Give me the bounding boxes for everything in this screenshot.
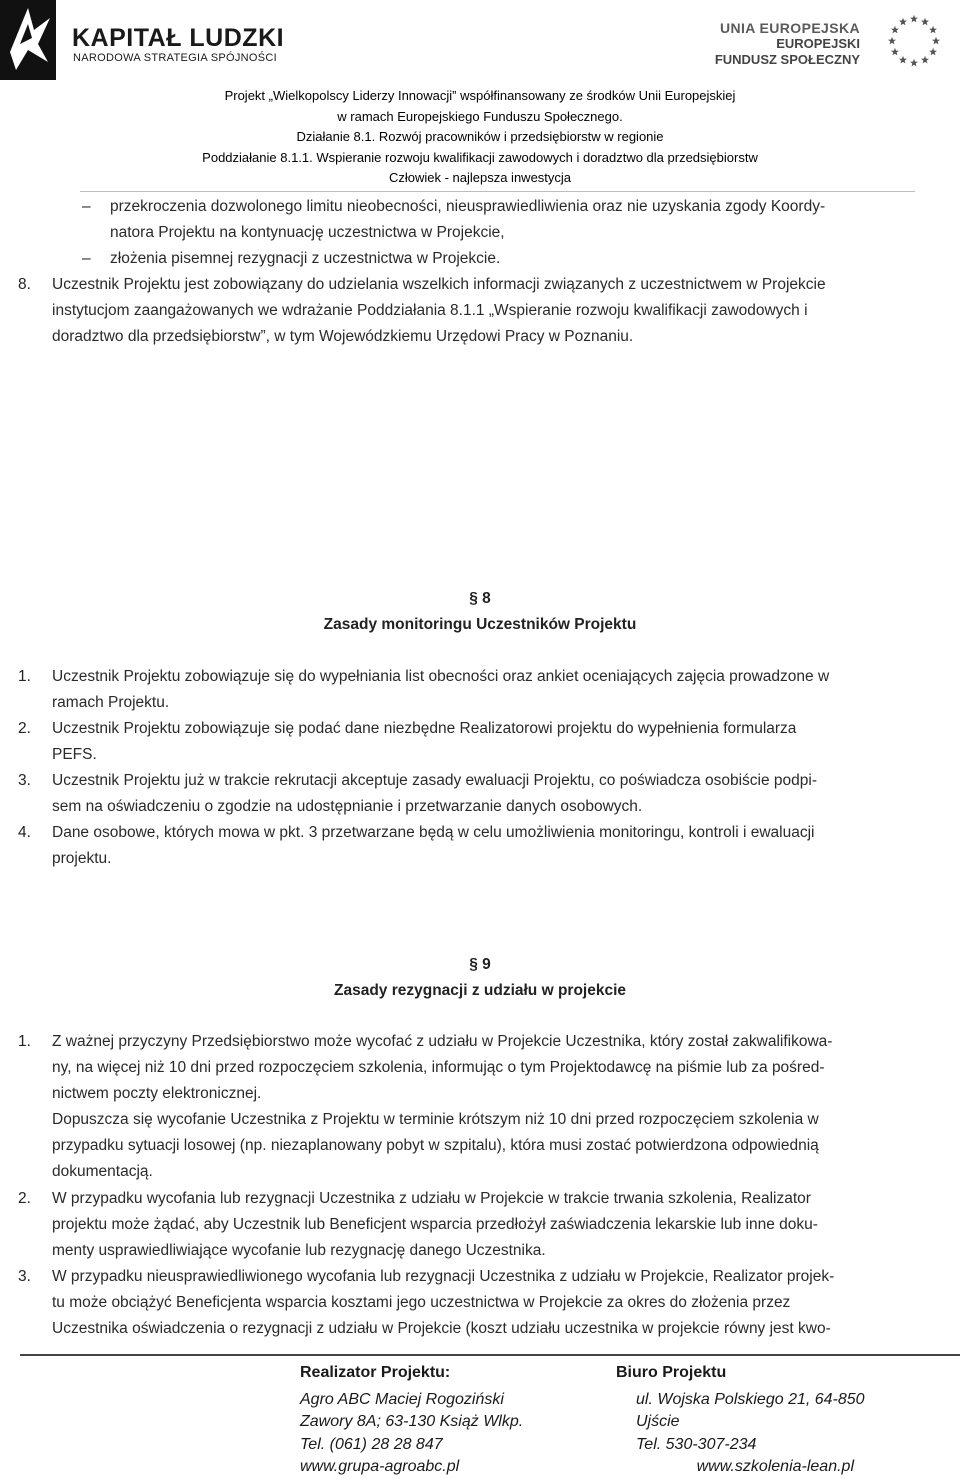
header-line-5: Człowiek - najlepsza inwestycja [388, 170, 572, 185]
footer-biuro-line: Tel. 530-307-234 [636, 1435, 757, 1453]
header-line-2: w ramach Europejskiego Funduszu Społecznego. [337, 108, 623, 124]
kapital-ludzki-logo [0, 0, 320, 80]
eu-star-icon [932, 37, 940, 45]
list-item [52, 820, 912, 872]
footer-realizator [300, 1362, 523, 1479]
item-number: 1. [18, 1033, 31, 1050]
item-number: 1. [18, 668, 31, 685]
eu-logo-line1: UNIA EUROPEJSKA [719, 20, 860, 36]
dash-bullet: – [82, 250, 91, 267]
footer-realizator-heading: Realizator Projektu: [300, 1364, 451, 1381]
kapital-ludzki-subtitle: NARODOWA STRATEGIA SPÓJNOŚCI [73, 52, 277, 64]
list-item-line: W przypadku wycofania lub rezygnacji Uczestnika z udziału w Projekcie w trakcie trwania szkolenia, Realizator [52, 1190, 811, 1207]
header-line-3: Działanie 8.1. Rozwój pracowników i przedsiębiorstw w regionie [296, 129, 664, 144]
footer-divider [20, 1354, 960, 1356]
list-item-line: ramach Projektu. [52, 694, 170, 711]
eu-star-icon [899, 56, 907, 64]
eu-star-icon [910, 59, 918, 67]
eu-logo-line3: FUNDUSZ SPOŁECZNY [714, 52, 860, 67]
item-number: 3. [18, 1268, 31, 1285]
header-line-4: Poddziałanie 8.1.1. Wspieranie rozwoju kwalifikacji zawodowych i doradztwo dla przedsiębiorstw [202, 149, 758, 165]
item-number: 2. [18, 720, 31, 737]
eu-star-icon [929, 26, 937, 34]
list-item [52, 716, 912, 768]
header-divider [80, 191, 915, 192]
list-item-line: sem na oświadczeniu o zgodzie na udostępnianie i przetwarzanie danych osobowych. [52, 798, 643, 815]
list-item-line: natora Projektu na kontynuację uczestnictwa w Projekcie, [110, 224, 505, 241]
footer-biuro-website: www.szkolenia-lean.pl [696, 1458, 854, 1475]
footer-biuro-line: ul. Wojska Polskiego 21, 64-850 Ujście [636, 1390, 865, 1430]
eu-star-icon [910, 15, 918, 23]
eu-star-icon [921, 56, 929, 64]
list-item-line: przypadku sytuacji losowej (np. niezaplanowany pobyt w szpitalu), która musi zostać potwierdzona odpowiednią [52, 1137, 819, 1154]
list-item [110, 194, 912, 246]
header-line-1: Projekt „Wielkopolscy Liderzy Innowacji” współfinansowany ze środków Unii Europejskiej [224, 88, 736, 103]
footer-biuro [616, 1362, 906, 1479]
section-8-title: Zasady monitoringu Uczestników Projektu [323, 616, 637, 633]
list-item-line: projektu może żądać, aby Uczestnik lub Beneficjent wsparcia przedłożył zaświadczenia lekarskie lub inne doku- [52, 1216, 818, 1233]
list-item-line: Dopuszcza się wycofanie Uczestnika z Projektu w terminie krótszym niż 10 dni przed rozpoczęciem szkolenia w [52, 1111, 819, 1128]
list-item-line: Uczestnik Projektu już w trakcie rekrutacji akceptuje zasady ewaluacji Projektu, co poświadcza osobiście podpi- [52, 772, 818, 789]
list-item-line: Uczestnik Projektu zobowiązuje się do wypełniania list obecności oraz ankiet oceniających zajęcia prowadzone w [52, 668, 830, 685]
dash-bullet: – [82, 198, 91, 215]
eu-logo-text [715, 20, 860, 68]
list-item [52, 768, 912, 820]
list-item-line: Z ważnej przyczyny Przedsiębiorstwo może wycofać z udziału w Projekcie Uczestnika, który został zakwalifikowa- [52, 1033, 833, 1050]
eu-star-icon [929, 48, 937, 56]
item-number: 2. [18, 1190, 31, 1207]
eu-star-icon [899, 18, 907, 26]
list-item [52, 664, 912, 716]
list-item-line: PEFS. [52, 746, 97, 763]
list-item-line: złożenia pisemnej rezygnacji z uczestnictwa w Projekcie. [110, 250, 501, 267]
section-8-number: § 8 [469, 590, 491, 607]
list-item-line: menty usprawiedliwiające wycofanie lub rezygnację danego Uczestnika. [52, 1242, 546, 1259]
list-item-line: Uczestnika oświadczenia o rezygnacji z udziału w Projekcie (koszt udziału uczestnika w projekcie równy jest kwo- [52, 1320, 831, 1337]
list-item [52, 1264, 912, 1342]
list-item-line: W przypadku nieusprawiedliwionego wycofania lub rezygnacji Uczestnika z udziału w Projekcie, Realizator projek- [52, 1268, 835, 1285]
project-header [0, 86, 960, 189]
list-item-line: Dane osobowe, których mowa w pkt. 3 przetwarzane będą w celu umożliwienia monitoringu, kontroli i ewaluacji [52, 824, 815, 841]
item-number: 8. [18, 276, 31, 293]
kapital-ludzki-mark-icon [0, 0, 62, 80]
list-item-line: tu może obciążyć Beneficjenta wsparcia kosztami jego uczestnictwa w Projekcie za okres do złożenia przez [52, 1294, 791, 1311]
item-number: 4. [18, 824, 31, 841]
section-9-title: Zasady rezygnacji z udziału w projekcie [333, 982, 627, 999]
item-number: 3. [18, 772, 31, 789]
list-item-line: dokumentacją. [52, 1163, 153, 1180]
list-item-line: Uczestnik Projektu zobowiązuje się podać dane niezbędne Realizatorowi projektu do wypełnienia formularza [52, 720, 797, 737]
list-item [52, 1186, 912, 1264]
footer-realizator-line: Zawory 8A; 63-130 Książ Wlkp. [300, 1413, 524, 1430]
list-item-line: projektu. [52, 850, 112, 867]
list-item-line: nictwem poczty elektronicznej. [52, 1085, 262, 1102]
eu-logo [680, 8, 960, 78]
eu-logo-line2: EUROPEJSKI [776, 36, 860, 51]
eu-star-icon [888, 37, 896, 45]
list-item [110, 246, 912, 272]
eu-star-icon [891, 26, 899, 34]
eu-star-icon [891, 48, 899, 56]
list-item-line: doradztwo dla przedsiębiorstw”, w tym Wojewódzkiemu Urzędowi Pracy w Poznaniu. [52, 328, 634, 345]
list-item [52, 272, 912, 350]
eu-stars-icon [874, 10, 954, 72]
footer-realizator-line: Agro ABC Maciej Rogoziński [300, 1390, 504, 1408]
footer-realizator-website: www.grupa-agroabc.pl [300, 1458, 460, 1475]
section-9-number: § 9 [469, 956, 491, 973]
eu-star-icon [921, 18, 929, 26]
list-item [52, 1029, 912, 1185]
list-item-line: przekroczenia dozwolonego limitu nieobecności, nieusprawiedliwienia oraz nie uzyskania zgody Koordy- [110, 198, 826, 215]
list-item-line: Uczestnik Projektu jest zobowiązany do udzielania wszelkich informacji związanych z uczestnictwem w Projekcie [52, 276, 826, 293]
footer-biuro-heading: Biuro Projektu [616, 1364, 727, 1381]
list-item-line: instytucjom zaangażowanych we wdrażanie Poddziałania 8.1.1 „Wspieranie rozwoju kwalifikacji zawodowych i [52, 302, 808, 319]
list-item-line: ny, na więcej niż 10 dni przed rozpoczęciem szkolenia, informując o tym Projektodawcę na piśmie lub za pośred- [52, 1059, 825, 1076]
footer-realizator-line: Tel. (061) 28 28 847 [300, 1435, 443, 1453]
kapital-ludzki-title: KAPITAŁ LUDZKI [72, 24, 285, 52]
